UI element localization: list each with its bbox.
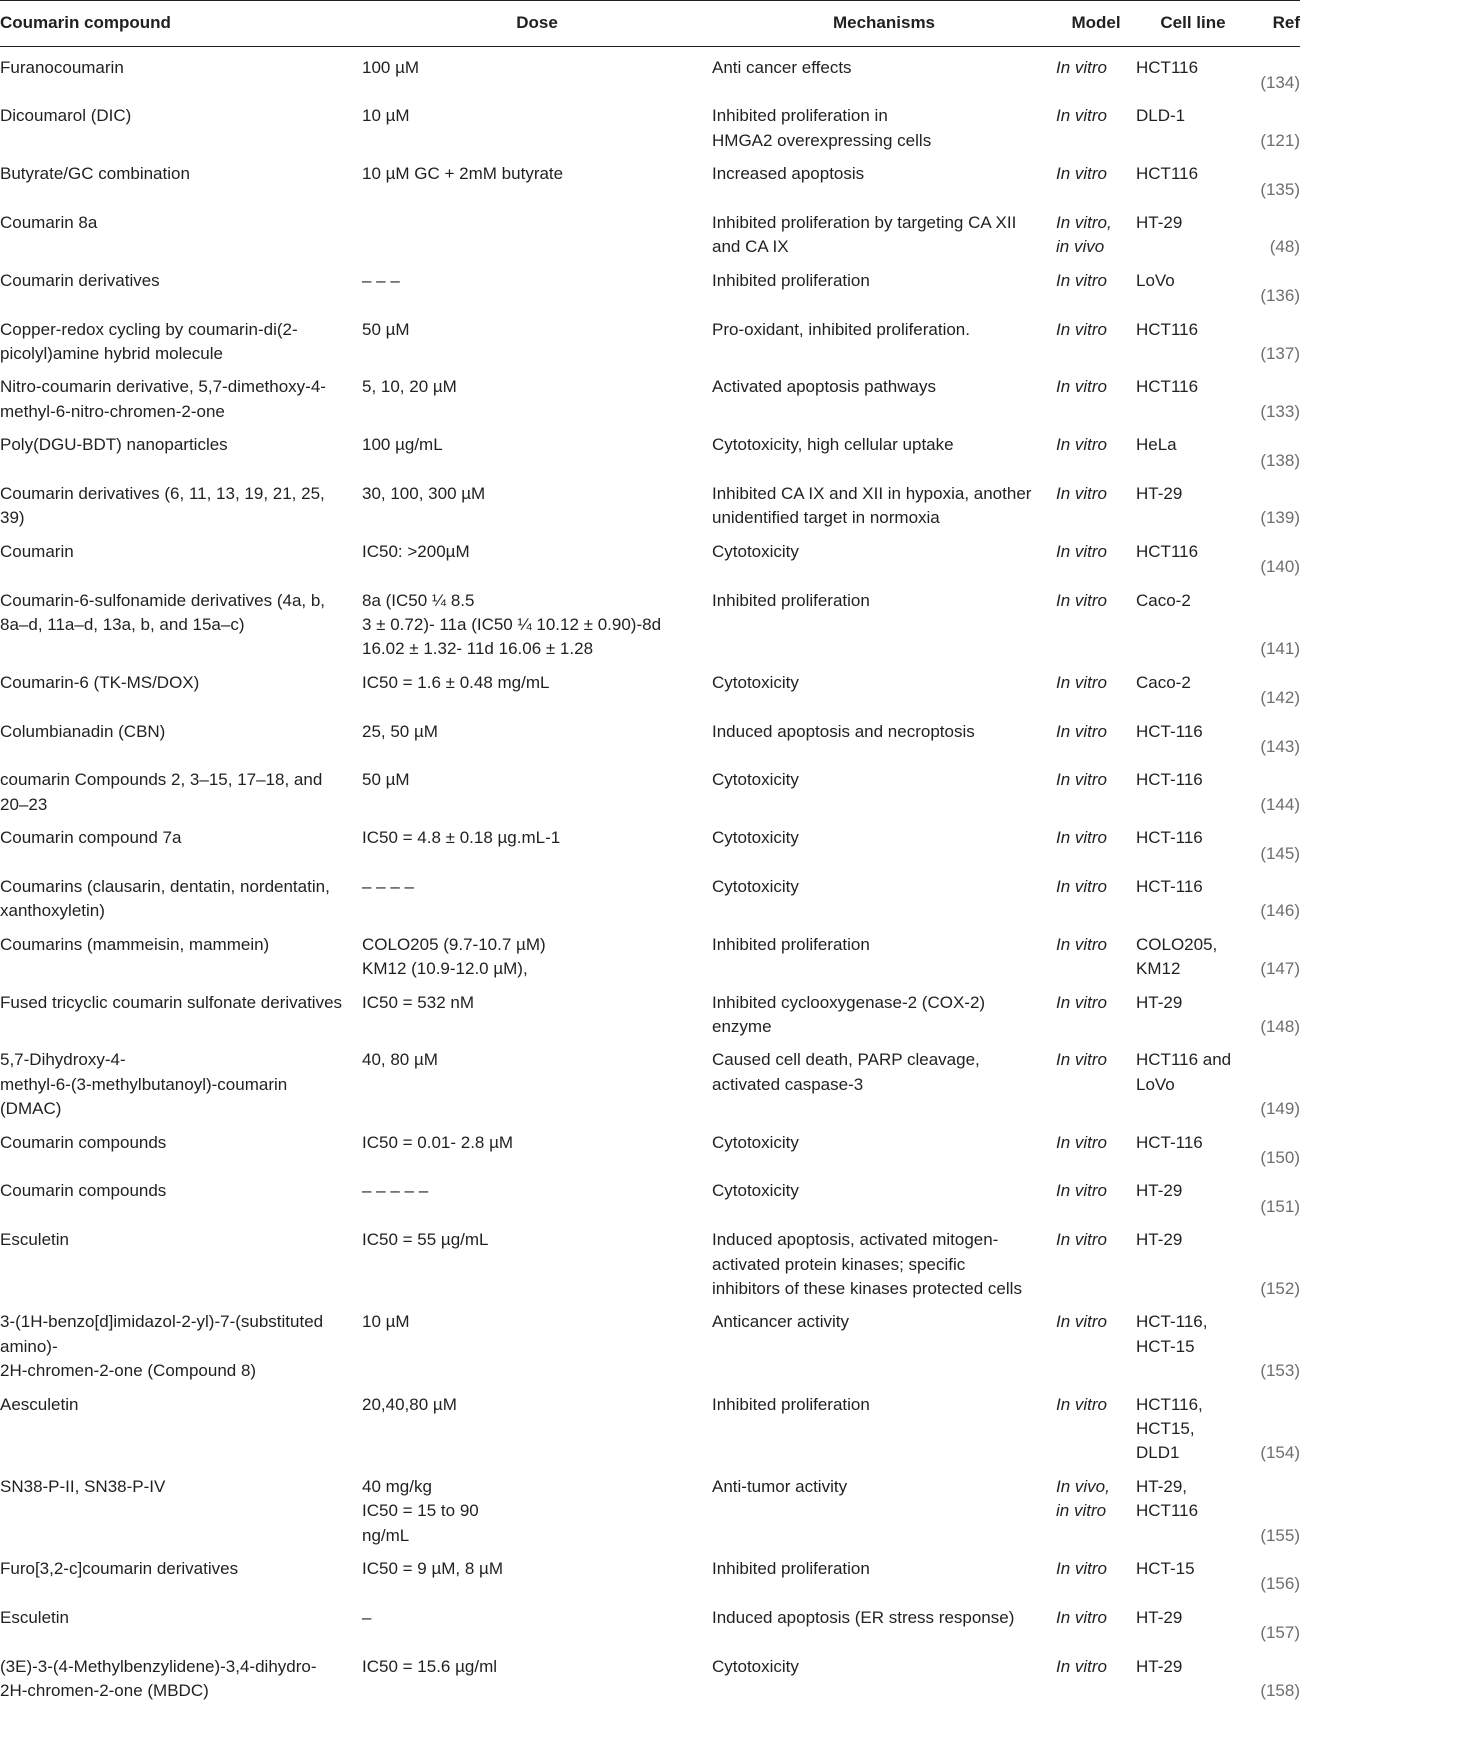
cell-ref: (121) [1260, 130, 1300, 150]
cell-dose [362, 202, 712, 260]
cell-cell-line: HCT116, HCT15, DLD1 [1136, 1394, 1203, 1463]
table-row [0, 1219, 1300, 1301]
cell-cell-line: HCT-116, HCT-15 [1136, 1312, 1208, 1356]
header-row [0, 1, 1300, 47]
cell-cell-line: HT-29 [1136, 1230, 1183, 1250]
cell-dose: IC50 = 15.6 µg/ml [362, 1656, 498, 1676]
cell-compound: Esculetin [0, 1230, 69, 1250]
cell-mechanism: Induced apoptosis, activated mitogen- activated protein kinases; specific inhibitors of these kinases protected cells [712, 1230, 1022, 1299]
cell-ref: (138) [1260, 450, 1300, 470]
table-row [0, 366, 1300, 424]
cell-dose: COLO205 (9.7-10.7 µM) KM12 (10.9-12.0 µM), [362, 934, 546, 979]
cell-compound: Butyrate/GC combination [0, 164, 190, 184]
cell-dose: 100 µg/mL [362, 435, 443, 455]
cell-dose: 25, 50 µM [362, 721, 438, 741]
cell-compound: Esculetin [0, 1607, 69, 1627]
table-row [0, 1384, 1300, 1466]
cell-ref: (140) [1260, 557, 1300, 577]
cell-model: In vitro [1056, 1656, 1108, 1676]
table-row [0, 95, 1300, 153]
cell-dose: 5, 10, 20 µM [362, 377, 457, 397]
cell-dose: IC50 = 0.01- 2.8 µM [362, 1132, 514, 1152]
cell-ref: (150) [1260, 1148, 1300, 1168]
cell-model: In vitro [1056, 1050, 1108, 1070]
cell-model: In vitro [1056, 1181, 1108, 1201]
cell-model: In vitro, in vivo [1056, 212, 1112, 257]
cell-ref: (153) [1260, 1361, 1300, 1381]
cell-compound: Nitro-coumarin derivative, 5,7-dimethoxy-4- methyl-6-nitro-chromen-2-one [0, 377, 326, 421]
cell-model: In vitro [1056, 1394, 1108, 1414]
table-row [0, 1548, 1300, 1597]
cell-mechanism: Activated apoptosis pathways [712, 377, 936, 397]
cell-cell-line: HCT-116 [1136, 1132, 1203, 1152]
cell-model: In vitro [1056, 377, 1108, 397]
cell-compound: Poly(DGU-BDT) nanoparticles [0, 435, 228, 455]
cell-model: In vitro [1056, 541, 1108, 561]
cell-mechanism: Inhibited proliferation in HMGA2 overexpressing cells [712, 106, 932, 150]
cell-mechanism: Cytotoxicity [712, 1132, 799, 1152]
cell-model: In vitro [1056, 1607, 1108, 1627]
cell-model: In vitro [1056, 721, 1108, 741]
cell-cell-line: HCT116 [1136, 164, 1199, 184]
cell-dose: IC50 = 9 µM, 8 µM [362, 1559, 503, 1579]
cell-cell-line: HCT116 [1136, 58, 1199, 77]
cell-model: In vitro [1056, 164, 1108, 184]
cell-ref: (144) [1260, 794, 1300, 814]
cell-mechanism: Anti-tumor activity [712, 1476, 848, 1496]
cell-ref: (142) [1260, 688, 1300, 708]
cell-compound: Coumarin 8a [0, 212, 98, 232]
cell-compound: 3-(1H-benzo[d]imidazol-2-yl)-7-(substituted amino)- 2H-chromen-2-one (Compound 8) [0, 1312, 324, 1381]
cell-cell-line: HeLa [1136, 435, 1177, 455]
cell-mechanism: Inhibited proliferation [712, 1394, 870, 1414]
cell-model: In vitro [1056, 590, 1108, 610]
cell-dose: 10 µM [362, 1312, 410, 1332]
cell-model: In vitro [1056, 319, 1108, 339]
table-row [0, 759, 1300, 817]
cell-ref: (149) [1260, 1099, 1300, 1119]
cell-mechanism: Cytotoxicity [712, 672, 799, 692]
cell-mechanism: Inhibited proliferation by targeting CA XII and CA IX [712, 212, 1017, 257]
cell-compound: coumarin Compounds 2, 3–15, 17–18, and 20–23 [0, 770, 323, 814]
cell-mechanism: Cytotoxicity [712, 876, 799, 896]
cell-ref: (156) [1260, 1574, 1300, 1594]
cell-cell-line: HCT-116 [1136, 828, 1203, 848]
cell-cell-line: HCT-116 [1136, 721, 1203, 741]
cell-dose: 30, 100, 300 µM [362, 483, 486, 503]
cell-mechanism: Caused cell death, PARP cleavage, activated caspase-3 [712, 1050, 980, 1094]
cell-cell-line: HCT-15 [1136, 1559, 1195, 1579]
cell-compound: Fused tricyclic coumarin sulfonate derivatives [0, 992, 343, 1012]
cell-compound: Coumarin [0, 541, 74, 561]
cell-cell-line: HCT116 [1136, 541, 1199, 561]
cell-mechanism: Anticancer activity [712, 1312, 849, 1332]
cell-model: In vitro [1056, 934, 1108, 954]
cell-model: In vitro [1056, 828, 1108, 848]
table-row [0, 866, 1300, 924]
cell-mechanism: Induced apoptosis (ER stress response) [712, 1607, 1015, 1627]
header-compound: Coumarin compound [0, 1, 362, 47]
cell-model: In vitro [1056, 1132, 1108, 1152]
cell-mechanism: Increased apoptosis [712, 164, 865, 184]
table-row [0, 711, 1300, 760]
cell-compound: Coumarin-6 (TK-MS/DOX) [0, 672, 200, 692]
cell-dose: – – – – – [362, 1181, 429, 1201]
table-row [0, 1122, 1300, 1171]
cell-dose: 10 µM [362, 106, 410, 126]
cell-dose: 8a (IC50 ¼ 8.5 3 ± 0.72)- 11a (IC50 ¼ 10.12 ± 0.90)-8d 16.02 ± 1.32- 11d 16.06 ± 1.28 [362, 590, 662, 659]
table-row [0, 202, 1300, 260]
table-row [0, 153, 1300, 202]
cell-model: In vivo, in vitro [1056, 1476, 1110, 1521]
table-row [0, 1170, 1300, 1219]
table-body [0, 47, 1300, 1704]
cell-mechanism: Cytotoxicity [712, 1656, 799, 1676]
cell-compound: Dicoumarol (DIC) [0, 106, 132, 126]
cell-model: In vitro [1056, 1559, 1108, 1579]
cell-ref: (155) [1260, 1525, 1300, 1545]
cell-dose: – – – [362, 270, 400, 290]
cell-cell-line: HT-29 [1136, 212, 1183, 232]
cell-model: In vitro [1056, 876, 1108, 896]
cell-mechanism: Inhibited cyclooxygenase-2 (COX-2) enzyme [712, 992, 986, 1036]
cell-model: In vitro [1056, 1230, 1108, 1250]
cell-compound: Furanocoumarin [0, 58, 124, 77]
table-row [0, 924, 1300, 982]
cell-cell-line: LoVo [1136, 270, 1175, 290]
cell-ref: (147) [1260, 959, 1300, 979]
cell-ref: (152) [1260, 1279, 1300, 1299]
table-row [0, 424, 1300, 473]
cell-ref: (141) [1260, 639, 1300, 659]
cell-cell-line: HT-29 [1136, 483, 1183, 503]
cell-cell-line: Caco-2 [1136, 590, 1191, 610]
cell-ref: (143) [1260, 736, 1300, 756]
cell-ref: (135) [1260, 179, 1300, 199]
cell-mechanism: Cytotoxicity [712, 541, 799, 561]
cell-compound: Coumarin compounds [0, 1181, 167, 1201]
cell-ref: (154) [1260, 1443, 1300, 1463]
cell-ref: (137) [1260, 343, 1300, 363]
cell-mechanism: Inhibited CA IX and XII in hypoxia, another unidentified target in normoxia [712, 483, 1032, 528]
cell-ref: (151) [1260, 1196, 1300, 1216]
cell-ref: (133) [1260, 401, 1300, 421]
table-row [0, 580, 1300, 662]
cell-mechanism: Inhibited proliferation [712, 270, 870, 290]
cell-compound: Coumarin derivatives [0, 270, 160, 290]
cell-mechanism: Inhibited proliferation [712, 934, 870, 954]
cell-dose: IC50 = 55 µg/mL [362, 1230, 489, 1250]
table-row [0, 260, 1300, 309]
cell-mechanism: Anti cancer effects [712, 58, 852, 77]
table-row [0, 1597, 1300, 1646]
cell-compound: Coumarin derivatives (6, 11, 13, 19, 21, 25, 39) [0, 483, 325, 528]
cell-compound: 5,7-Dihydroxy-4- methyl-6-(3-methylbutanoyl)-coumarin (DMAC) [0, 1050, 288, 1119]
cell-dose: IC50: >200µM [362, 541, 470, 561]
cell-compound: Furo[3,2-c]coumarin derivatives [0, 1559, 239, 1579]
cell-cell-line: HT-29 [1136, 1607, 1183, 1627]
cell-model: In vitro [1056, 770, 1108, 790]
table-row [0, 1301, 1300, 1383]
cell-cell-line: DLD-1 [1136, 106, 1186, 126]
cell-cell-line: HCT-116 [1136, 876, 1203, 896]
cell-dose: IC50 = 4.8 ± 0.18 µg.mL-1 [362, 828, 561, 848]
cell-compound: Coumarin compounds [0, 1132, 167, 1152]
cell-compound: Coumarin-6-sulfonamide derivatives (4a, b, 8a–d, 11a–d, 13a, b, and 15a–c) [0, 590, 326, 634]
cell-ref: (134) [1260, 72, 1300, 92]
header-ref: Ref [1250, 1, 1300, 47]
table-row [0, 47, 1300, 96]
table-row [0, 1039, 1300, 1121]
cell-model: In vitro [1056, 106, 1108, 126]
cell-mechanism: Cytotoxicity [712, 770, 799, 790]
cell-compound: Coumarins (mammeisin, mammein) [0, 934, 270, 954]
cell-dose: IC50 = 1.6 ± 0.48 mg/mL [362, 672, 550, 692]
cell-ref: (139) [1260, 508, 1300, 528]
cell-cell-line: HCT116 [1136, 319, 1199, 339]
table-row [0, 1646, 1300, 1704]
cell-ref: (148) [1260, 1017, 1300, 1036]
table-row [0, 817, 1300, 866]
cell-mechanism: Cytotoxicity [712, 1181, 799, 1201]
cell-mechanism: Cytotoxicity, high cellular uptake [712, 435, 954, 455]
cell-cell-line: HCT-116 [1136, 770, 1203, 790]
cell-dose: – [362, 1607, 372, 1627]
cell-model: In vitro [1056, 270, 1108, 290]
cell-ref: (136) [1260, 286, 1300, 306]
cell-cell-line: HT-29 [1136, 1181, 1183, 1201]
cell-model: In vitro [1056, 58, 1108, 77]
header-mechanisms: Mechanisms [712, 1, 1056, 47]
cell-ref: (146) [1260, 901, 1300, 921]
cell-cell-line: HCT116 and LoVo [1136, 1050, 1232, 1094]
cell-cell-line: HT-29 [1136, 1656, 1183, 1676]
cell-dose: – – – – [362, 876, 414, 896]
cell-cell-line: COLO205, KM12 [1136, 934, 1218, 979]
cell-cell-line: HT-29, HCT116 [1136, 1476, 1199, 1521]
cell-mechanism: Inhibited proliferation [712, 590, 870, 610]
cell-mechanism: Cytotoxicity [712, 828, 799, 848]
cell-compound: Coumarin compound 7a [0, 828, 182, 848]
cell-mechanism: Induced apoptosis and necroptosis [712, 721, 975, 741]
cell-model: In vitro [1056, 483, 1108, 503]
cell-compound: Coumarins (clausarin, dentatin, nordentatin, xanthoxyletin) [0, 876, 330, 921]
cell-compound: (3E)-3-(4-Methylbenzylidene)-3,4-dihydro- 2H-chromen-2-one (MBDC) [0, 1656, 317, 1701]
header-cell-line: Cell line [1136, 1, 1250, 47]
cell-mechanism: Inhibited proliferation [712, 1559, 870, 1579]
cell-model: In vitro [1056, 992, 1108, 1012]
cell-compound: Aesculetin [0, 1394, 79, 1414]
cell-compound: Columbianadin (CBN) [0, 721, 166, 741]
cell-ref: (157) [1260, 1623, 1300, 1643]
cell-ref: (158) [1260, 1681, 1300, 1701]
table-row [0, 309, 1300, 367]
cell-cell-line: HCT116 [1136, 377, 1199, 397]
cell-model: In vitro [1056, 672, 1108, 692]
cell-dose: 50 µM [362, 770, 410, 790]
table-row [0, 473, 1300, 531]
cell-dose: 10 µM GC + 2mM butyrate [362, 164, 564, 184]
cell-ref: (145) [1260, 843, 1300, 863]
cell-compound: SN38-P-II, SN38-P-IV [0, 1476, 166, 1496]
table-header [0, 1, 1300, 47]
table-row [0, 531, 1300, 580]
cell-ref: (48) [1269, 237, 1300, 257]
header-model: Model [1056, 1, 1136, 47]
cell-dose: 100 µM [362, 58, 420, 77]
cell-dose: 50 µM [362, 319, 410, 339]
cell-dose: IC50 = 532 nM [362, 992, 474, 1012]
cell-cell-line: HT-29 [1136, 992, 1183, 1012]
cell-mechanism: Pro-oxidant, inhibited proliferation. [712, 319, 970, 339]
table-row [0, 982, 1300, 1040]
cell-dose: 40, 80 µM [362, 1050, 438, 1070]
cell-dose: 20,40,80 µM [362, 1394, 457, 1414]
cell-model: In vitro [1056, 435, 1108, 455]
table-row [0, 1466, 1300, 1548]
cell-cell-line: Caco-2 [1136, 672, 1191, 692]
table-row [0, 662, 1300, 711]
cell-compound: Copper-redox cycling by coumarin-di(2- picolyl)amine hybrid molecule [0, 319, 298, 363]
cell-dose: 40 mg/kg IC50 = 15 to 90 ng/mL [362, 1476, 479, 1545]
header-dose: Dose [362, 1, 712, 47]
cell-model: In vitro [1056, 1312, 1108, 1332]
